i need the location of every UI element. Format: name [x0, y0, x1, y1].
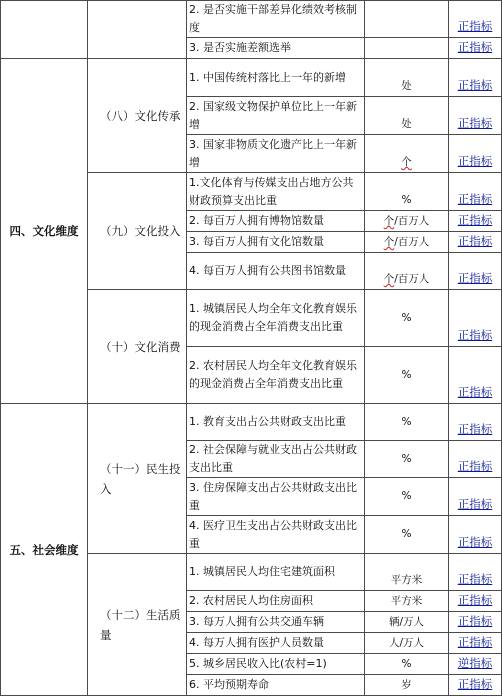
direction-link[interactable]: 正指标 — [457, 677, 493, 691]
unit-cell — [365, 135, 449, 173]
unit-cell — [365, 211, 449, 232]
indicator-cell: 2. 国家级文物保护单位比上一年新增 — [187, 97, 365, 135]
direction-link[interactable]: 正指标 — [457, 385, 493, 399]
indicator-cell: 4. 医疗卫生支出占公共财政支出比重 — [187, 516, 365, 554]
subcategory-cell: （十二）生活质量 — [88, 554, 187, 696]
unit-mark: 个 — [383, 236, 395, 248]
indicator-cell: 1.文化体育与传媒支出占地方公共财政预算支出比重 — [187, 173, 365, 211]
unit-cell: 平方米 — [365, 591, 449, 612]
direction-cell — [449, 97, 502, 135]
unit-cell: 辆/万人 — [365, 612, 449, 633]
direction-cell — [449, 59, 502, 97]
direction-cell — [449, 290, 502, 347]
indicator-cell: 2. 农村居民人均全年文化教育娱乐的现金消费占全年消费支出比重 — [187, 347, 365, 404]
direction-cell — [449, 1, 502, 38]
direction-link[interactable]: 正指标 — [457, 192, 493, 206]
unit-cell — [365, 38, 449, 59]
unit-rest: /百万人 — [394, 215, 430, 227]
direction-link[interactable]: 正指标 — [457, 213, 493, 227]
unit-mark: 个 — [383, 273, 395, 285]
dimension-cell: 四、文化维度 — [1, 59, 88, 404]
direction-cell — [449, 591, 502, 612]
unit-cell: % — [365, 404, 449, 441]
direction-link[interactable]: 正指标 — [457, 116, 493, 130]
unit-cell: 岁 — [365, 675, 449, 696]
indicator-cell: 5. 城乡居民收入比(农村=1) — [187, 654, 365, 675]
dimension-cell: 五、社会维度 — [1, 404, 88, 696]
subcategory-cell: （九）文化投入 — [88, 173, 187, 290]
direction-link[interactable]: 正指标 — [457, 635, 493, 649]
indicator-cell: 6. 平均预期寿命 — [187, 675, 365, 696]
unit-cell — [365, 1, 449, 38]
direction-cell — [449, 478, 502, 516]
indicator-cell: 3. 住房保障支出占公共财政支出比重 — [187, 478, 365, 516]
direction-cell — [449, 232, 502, 253]
unit-cell: 处 — [365, 97, 449, 135]
subcategory-cell: （八）文化传承 — [88, 59, 187, 173]
direction-link[interactable]: 正指标 — [457, 271, 493, 285]
subcategory-cell-empty — [88, 1, 187, 59]
unit-cell: % — [365, 173, 449, 211]
indicator-cell: 1. 教育支出占公共财政支出比重 — [187, 404, 365, 441]
direction-cell — [449, 654, 502, 675]
table-row — [1, 1, 502, 38]
indicator-cell: 2. 社会保障与就业支出占公共财政支出比重 — [187, 441, 365, 478]
direction-link[interactable]: 正指标 — [457, 459, 493, 473]
direction-cell — [449, 253, 502, 290]
direction-cell — [449, 612, 502, 633]
indicator-cell: 3. 每百万人拥有文化馆数量 — [187, 232, 365, 253]
unit-cell: % — [365, 441, 449, 478]
unit-cell — [365, 253, 449, 290]
direction-link[interactable]: 正指标 — [457, 497, 493, 511]
unit-cell: % — [365, 654, 449, 675]
subcategory-cell: （十一）民生投入 — [88, 404, 187, 554]
direction-link[interactable]: 正指标 — [457, 593, 493, 607]
direction-link[interactable]: 正指标 — [457, 40, 493, 54]
direction-link[interactable]: 正指标 — [457, 614, 493, 628]
direction-cell — [449, 441, 502, 478]
table-row — [1, 404, 502, 441]
indicator-cell: 1. 城镇居民人均全年文化教育娱乐的现金消费占全年消费支出比重 — [187, 290, 365, 347]
direction-link[interactable]: 逆指标 — [457, 656, 493, 670]
direction-cell — [449, 347, 502, 404]
direction-link[interactable]: 正指标 — [457, 572, 493, 586]
indicator-cell: 2. 是否实施干部差异化绩效考核制度 — [187, 1, 365, 38]
subcategory-cell: （十）文化消费 — [88, 290, 187, 404]
direction-link[interactable]: 正指标 — [457, 234, 493, 248]
unit-cell: % — [365, 347, 449, 404]
unit-rest: /百万人 — [394, 273, 430, 285]
indicator-cell: 3. 国家非物质文化遗产比上一年新增 — [187, 135, 365, 173]
indicator-cell: 3. 每万人拥有公共交通车辆 — [187, 612, 365, 633]
indicator-cell: 4. 每百万人拥有公共图书馆数量 — [187, 253, 365, 290]
direction-cell — [449, 516, 502, 554]
unit-mark: 个 — [401, 156, 412, 168]
direction-link[interactable]: 正指标 — [457, 78, 493, 92]
direction-cell — [449, 675, 502, 696]
unit-cell: % — [365, 290, 449, 347]
dimension-cell-empty — [1, 1, 88, 59]
unit-cell: % — [365, 478, 449, 516]
direction-link[interactable]: 正指标 — [457, 19, 493, 33]
unit-cell: 平方米 — [365, 554, 449, 591]
indicator-cell: 2. 每百万人拥有博物馆数量 — [187, 211, 365, 232]
indicator-cell: 3. 是否实施差额选举 — [187, 38, 365, 59]
unit-cell: 人/万人 — [365, 633, 449, 654]
direction-link[interactable]: 正指标 — [457, 535, 493, 549]
indicator-cell: 4. 每万人拥有医护人员数量 — [187, 633, 365, 654]
unit-cell: % — [365, 516, 449, 554]
indicator-cell: 1. 中国传统村落比上一年的新增 — [187, 59, 365, 97]
direction-cell — [449, 135, 502, 173]
unit-rest: /百万人 — [394, 236, 430, 248]
direction-link[interactable]: 正指标 — [457, 328, 493, 342]
unit-mark: 个 — [383, 215, 395, 227]
direction-link[interactable]: 正指标 — [457, 422, 493, 436]
direction-cell — [449, 633, 502, 654]
indicator-cell: 1. 城镇居民人均住宅建筑面积 — [187, 554, 365, 591]
direction-link[interactable]: 正指标 — [457, 154, 493, 168]
unit-cell: 处 — [365, 59, 449, 97]
direction-cell — [449, 211, 502, 232]
indicator-cell: 2. 农村居民人均住房面积 — [187, 591, 365, 612]
table-row — [1, 59, 502, 97]
direction-cell — [449, 173, 502, 211]
direction-cell — [449, 404, 502, 441]
direction-cell — [449, 38, 502, 59]
unit-cell — [365, 232, 449, 253]
direction-cell — [449, 554, 502, 591]
